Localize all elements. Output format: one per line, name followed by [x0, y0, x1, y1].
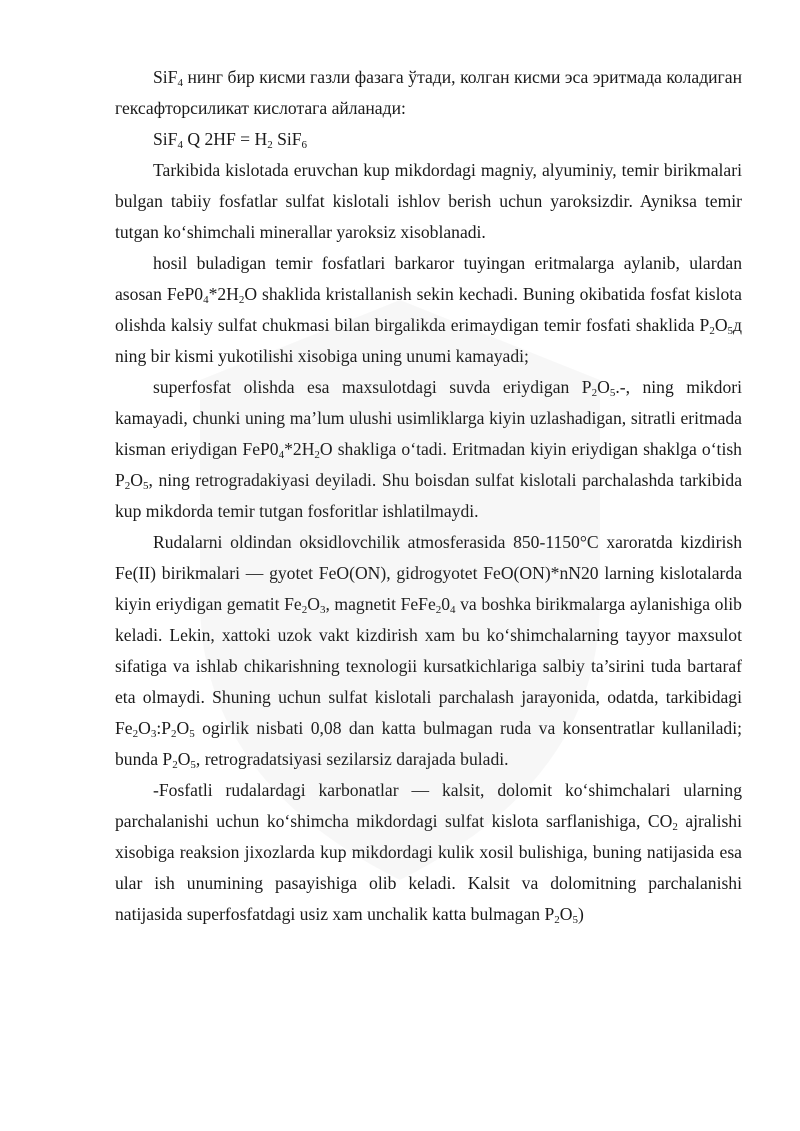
- subscript: 5: [572, 914, 578, 926]
- subscript: 2: [267, 139, 273, 151]
- subscript: 2: [301, 604, 308, 616]
- document-body: [115, 62, 742, 930]
- paragraph: [115, 155, 742, 248]
- paragraph: [115, 527, 742, 775]
- text-run: O: [714, 315, 728, 335]
- text-run: hosil buladigan temir fosfatlari barkaror tuyingan eritmalarga aylanib, ulardan asosan FeP0: [115, 253, 742, 304]
- text-run: Q 2HF = H: [182, 129, 268, 149]
- subscript: 3: [319, 604, 326, 616]
- text-run: д ning bir kismi yukotilishi xisobiga uning unumi kamayadi;: [115, 315, 742, 366]
- subscript: 2: [554, 914, 560, 926]
- text-run: SiF: [153, 67, 178, 87]
- subscript: 5: [727, 325, 734, 337]
- text-run: SiF: [153, 129, 178, 149]
- subscript: 2: [709, 325, 715, 337]
- text-run: O: [130, 470, 144, 490]
- subscript: 5: [143, 480, 149, 492]
- subscript: 2: [672, 821, 678, 833]
- subscript: 2: [132, 728, 139, 740]
- text-run: 0: [441, 594, 451, 614]
- subscript: 2: [172, 759, 178, 771]
- text-run: нинг бир кисми газли фазага ўтади, колган кисми эса эритмада коладиган гексафторсиликат кислотага айланади:: [115, 67, 742, 118]
- subscript: 5: [190, 759, 196, 771]
- text-run: .-, ning mikdori kamayadi, chunki uning ma’lum ulushi usimliklarga kiyin uzlashadigan, sitratli eritmada kisman eriydigan FeP0: [115, 377, 742, 459]
- subscript: 2: [171, 728, 177, 740]
- text-run: Rudalarni oldindan oksidlovchilik atmosferasida 850-1150°C xaroratda kizdirish Fe(II) birikmalari — gyotet FeO(ON), gidrogyotet FeO(ON)*nN20 larning kislotalarda kiyin eriydigan gematit Fe: [115, 532, 742, 614]
- subscript: 5: [609, 387, 616, 399]
- subscript: 2: [314, 449, 320, 461]
- text-run: O shakliga o‘tadi. Eritmadan kiyin eriydigan shaklga o‘tish P: [115, 439, 742, 490]
- text-run: SiF: [272, 129, 302, 149]
- subscript: 2: [591, 387, 598, 399]
- subscript: 4: [278, 449, 285, 461]
- subscript: 2: [124, 480, 131, 492]
- text-run: O: [138, 718, 151, 738]
- text-run: O: [307, 594, 320, 614]
- text-run: , retrogradatsiyasi sezilarsiz darajada buladi.: [195, 749, 509, 769]
- subscript: 4: [177, 139, 183, 151]
- subscript: 4: [177, 77, 183, 89]
- text-run: ogirlik nisbati 0,08 dan katta bulmagan ruda va konsentratlar kullaniladi; bunda P: [115, 718, 742, 769]
- text-run: :P: [156, 718, 171, 738]
- paragraph: [115, 775, 742, 930]
- text-run: ajralishi xisobiga reaksion jixozlarda kup mikdordagi kulik xosil bulishiga, buning natijasida esa ular ish unumining pasayishiga olib keladi. Kalsit va dolomitning parchalanishi natijasida superfosfatdagi usiz xam unchalik katta bulmagan P: [115, 811, 742, 924]
- paragraph: [115, 124, 742, 155]
- text-run: Tarkibida kislotada eruvchan kup mikdordagi magniy, alyuminiy, temir birikmalari bulgan tabiiy fosfatlar sulfat kislotali ishlov berish uchun yaroksizdir. Ayniksa temir tutgan ko‘shimchali minerallar yaroksiz xisoblanadi.: [115, 160, 742, 242]
- subscript: 4: [450, 604, 456, 616]
- text-run: O shaklida kristallanish sekin kechadi. Buning okibatida fosfat kislota olishda kalsiy sulfat chukmasi bilan birgalikda erimaydigan temir fosfati shaklida P: [115, 284, 742, 335]
- text-run: *2H: [208, 284, 239, 304]
- subscript: 3: [150, 728, 157, 740]
- text-run: O: [597, 377, 610, 397]
- text-run: va boshka birikmalarga aylanishiga olib keladi. Lekin, xattoki uzok vakt kizdirish xam bu ko‘shimchalarning tayyor maxsulot sifatiga va ishlab chikarishning texnologii kursatkichlariga salbiy ta’sirini tuda bartaraf eta olmaydi. Shuning uchun sulfat kislotali parchalash jarayonida, odatda, tarkibidagi Fe: [115, 594, 742, 738]
- subscript: 6: [301, 139, 308, 151]
- subscript: 5: [189, 728, 195, 740]
- subscript: 4: [203, 294, 209, 306]
- text-run: O: [176, 718, 190, 738]
- text-run: , magnetit FeFe: [325, 594, 436, 614]
- text-run: O: [177, 749, 191, 769]
- subscript: 2: [238, 294, 245, 306]
- text-run: -Fosfatli rudalardagi karbonatlar — kalsit, dolomit ko‘shimchalari ularning parchalanishi uchun ko‘shimcha mikdordagi sulfat kislota sarflanishiga, CO: [115, 780, 742, 831]
- paragraph: [115, 62, 742, 124]
- paragraph: [115, 372, 742, 527]
- text-run: *2H: [284, 439, 315, 459]
- text-run: ): [577, 904, 584, 924]
- paragraph: [115, 248, 742, 372]
- text-run: superfosfat olishda esa maxsulotdagi suvda eriydigan P: [153, 377, 592, 397]
- text-run: , ning retrogradakiyasi deyiladi. Shu boisdan sulfat kislotali parchalashda tarkibida kup mikdorda temir tutgan fosforitlar ishlatilmaydi.: [115, 470, 742, 521]
- subscript: 2: [435, 604, 442, 616]
- text-run: O: [559, 904, 573, 924]
